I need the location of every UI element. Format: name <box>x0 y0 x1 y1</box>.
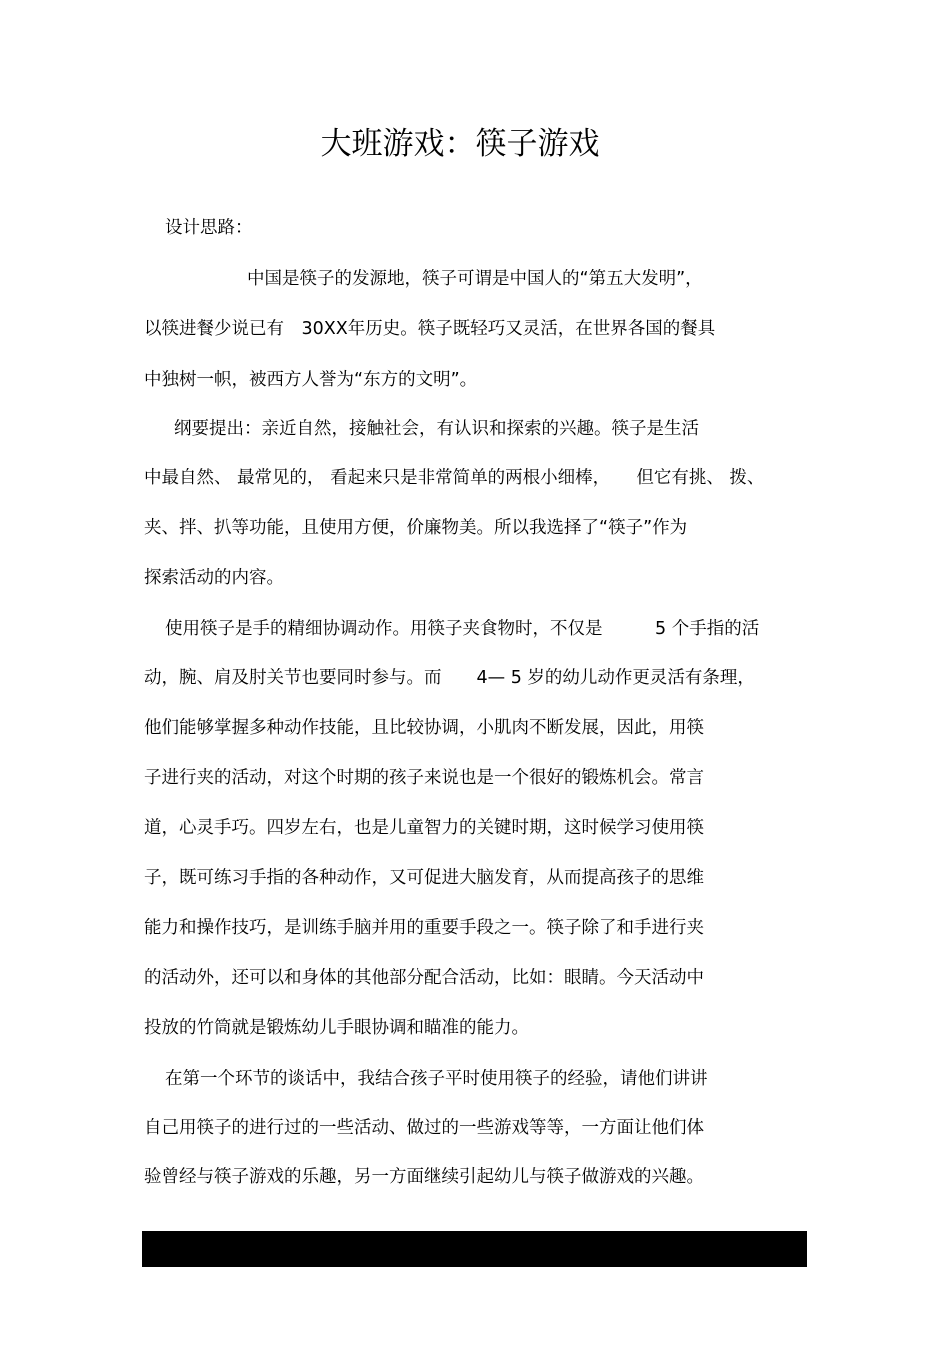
footer-bar <box>142 1231 807 1267</box>
paragraph-line: 子进行夹的活动，对这个时期的孩子来说也是一个很好的锻炼机会。常言 <box>144 768 704 788</box>
page-title: 大班游戏：筷子游戏 <box>320 126 600 162</box>
paragraph-line: 自己用筷子的进行过的一些活动、做过的一些游戏等等，一方面让他们体 <box>144 1118 704 1138</box>
paragraph-line: 探索活动的内容。 <box>144 568 284 588</box>
paragraph-line: 以筷进餐少说已有 30XX年历史。筷子既轻巧又灵活，在世界各国的餐具 <box>144 319 716 339</box>
paragraph-line: 纲要提出：亲近自然，接触社会，有认识和探索的兴趣。筷子是生活 <box>174 419 699 439</box>
paragraph-line: 夹、拌、扒等功能，且使用方便，价廉物美。所以我选择了“筷子”作为 <box>144 518 688 538</box>
section-heading-design-idea: 设计思路： <box>165 218 253 238</box>
paragraph-line: 子，既可练习手指的各种动作，又可促进大脑发育，从而提高孩子的思维 <box>144 868 704 888</box>
paragraph-line: 能力和操作技巧，是训练手脑并用的重要手段之一。筷子除了和手进行夹 <box>144 918 704 938</box>
paragraph-line: 他们能够掌握多种动作技能，且比较协调，小肌肉不断发展，因此，用筷 <box>144 718 704 738</box>
paragraph-line: 中最自然、 最常见的， 看起来只是非常简单的两根小细棒， 但它有挑、 拨、 <box>144 468 765 488</box>
paragraph-line: 使用筷子是手的精细协调动作。用筷子夹食物时，不仅是 5 个手指的活 <box>165 619 760 639</box>
paragraph-line: 中国是筷子的发源地，筷子可谓是中国人的“第五大发明”， <box>247 269 703 289</box>
paragraph-line: 动，腕、肩及肘关节也要同时参与。而 4— 5 岁的幼儿动作更灵活有条理， <box>144 668 755 688</box>
paragraph-line: 投放的竹筒就是锻炼幼儿手眼协调和瞄准的能力。 <box>144 1018 529 1038</box>
paragraph-line: 在第一个环节的谈话中，我结合孩子平时使用筷子的经验，请他们讲讲 <box>165 1069 708 1089</box>
paragraph-line: 的活动外，还可以和身体的其他部分配合活动，比如：眼睛。今天活动中 <box>144 968 704 988</box>
paragraph-line: 道，心灵手巧。四岁左右，也是儿童智力的关键时期，这时候学习使用筷 <box>144 818 704 838</box>
paragraph-line: 验曾经与筷子游戏的乐趣，另一方面继续引起幼儿与筷子做游戏的兴趣。 <box>144 1167 704 1187</box>
paragraph-line: 中独树一帜，被西方人誉为“东方的文明”。 <box>144 370 478 390</box>
